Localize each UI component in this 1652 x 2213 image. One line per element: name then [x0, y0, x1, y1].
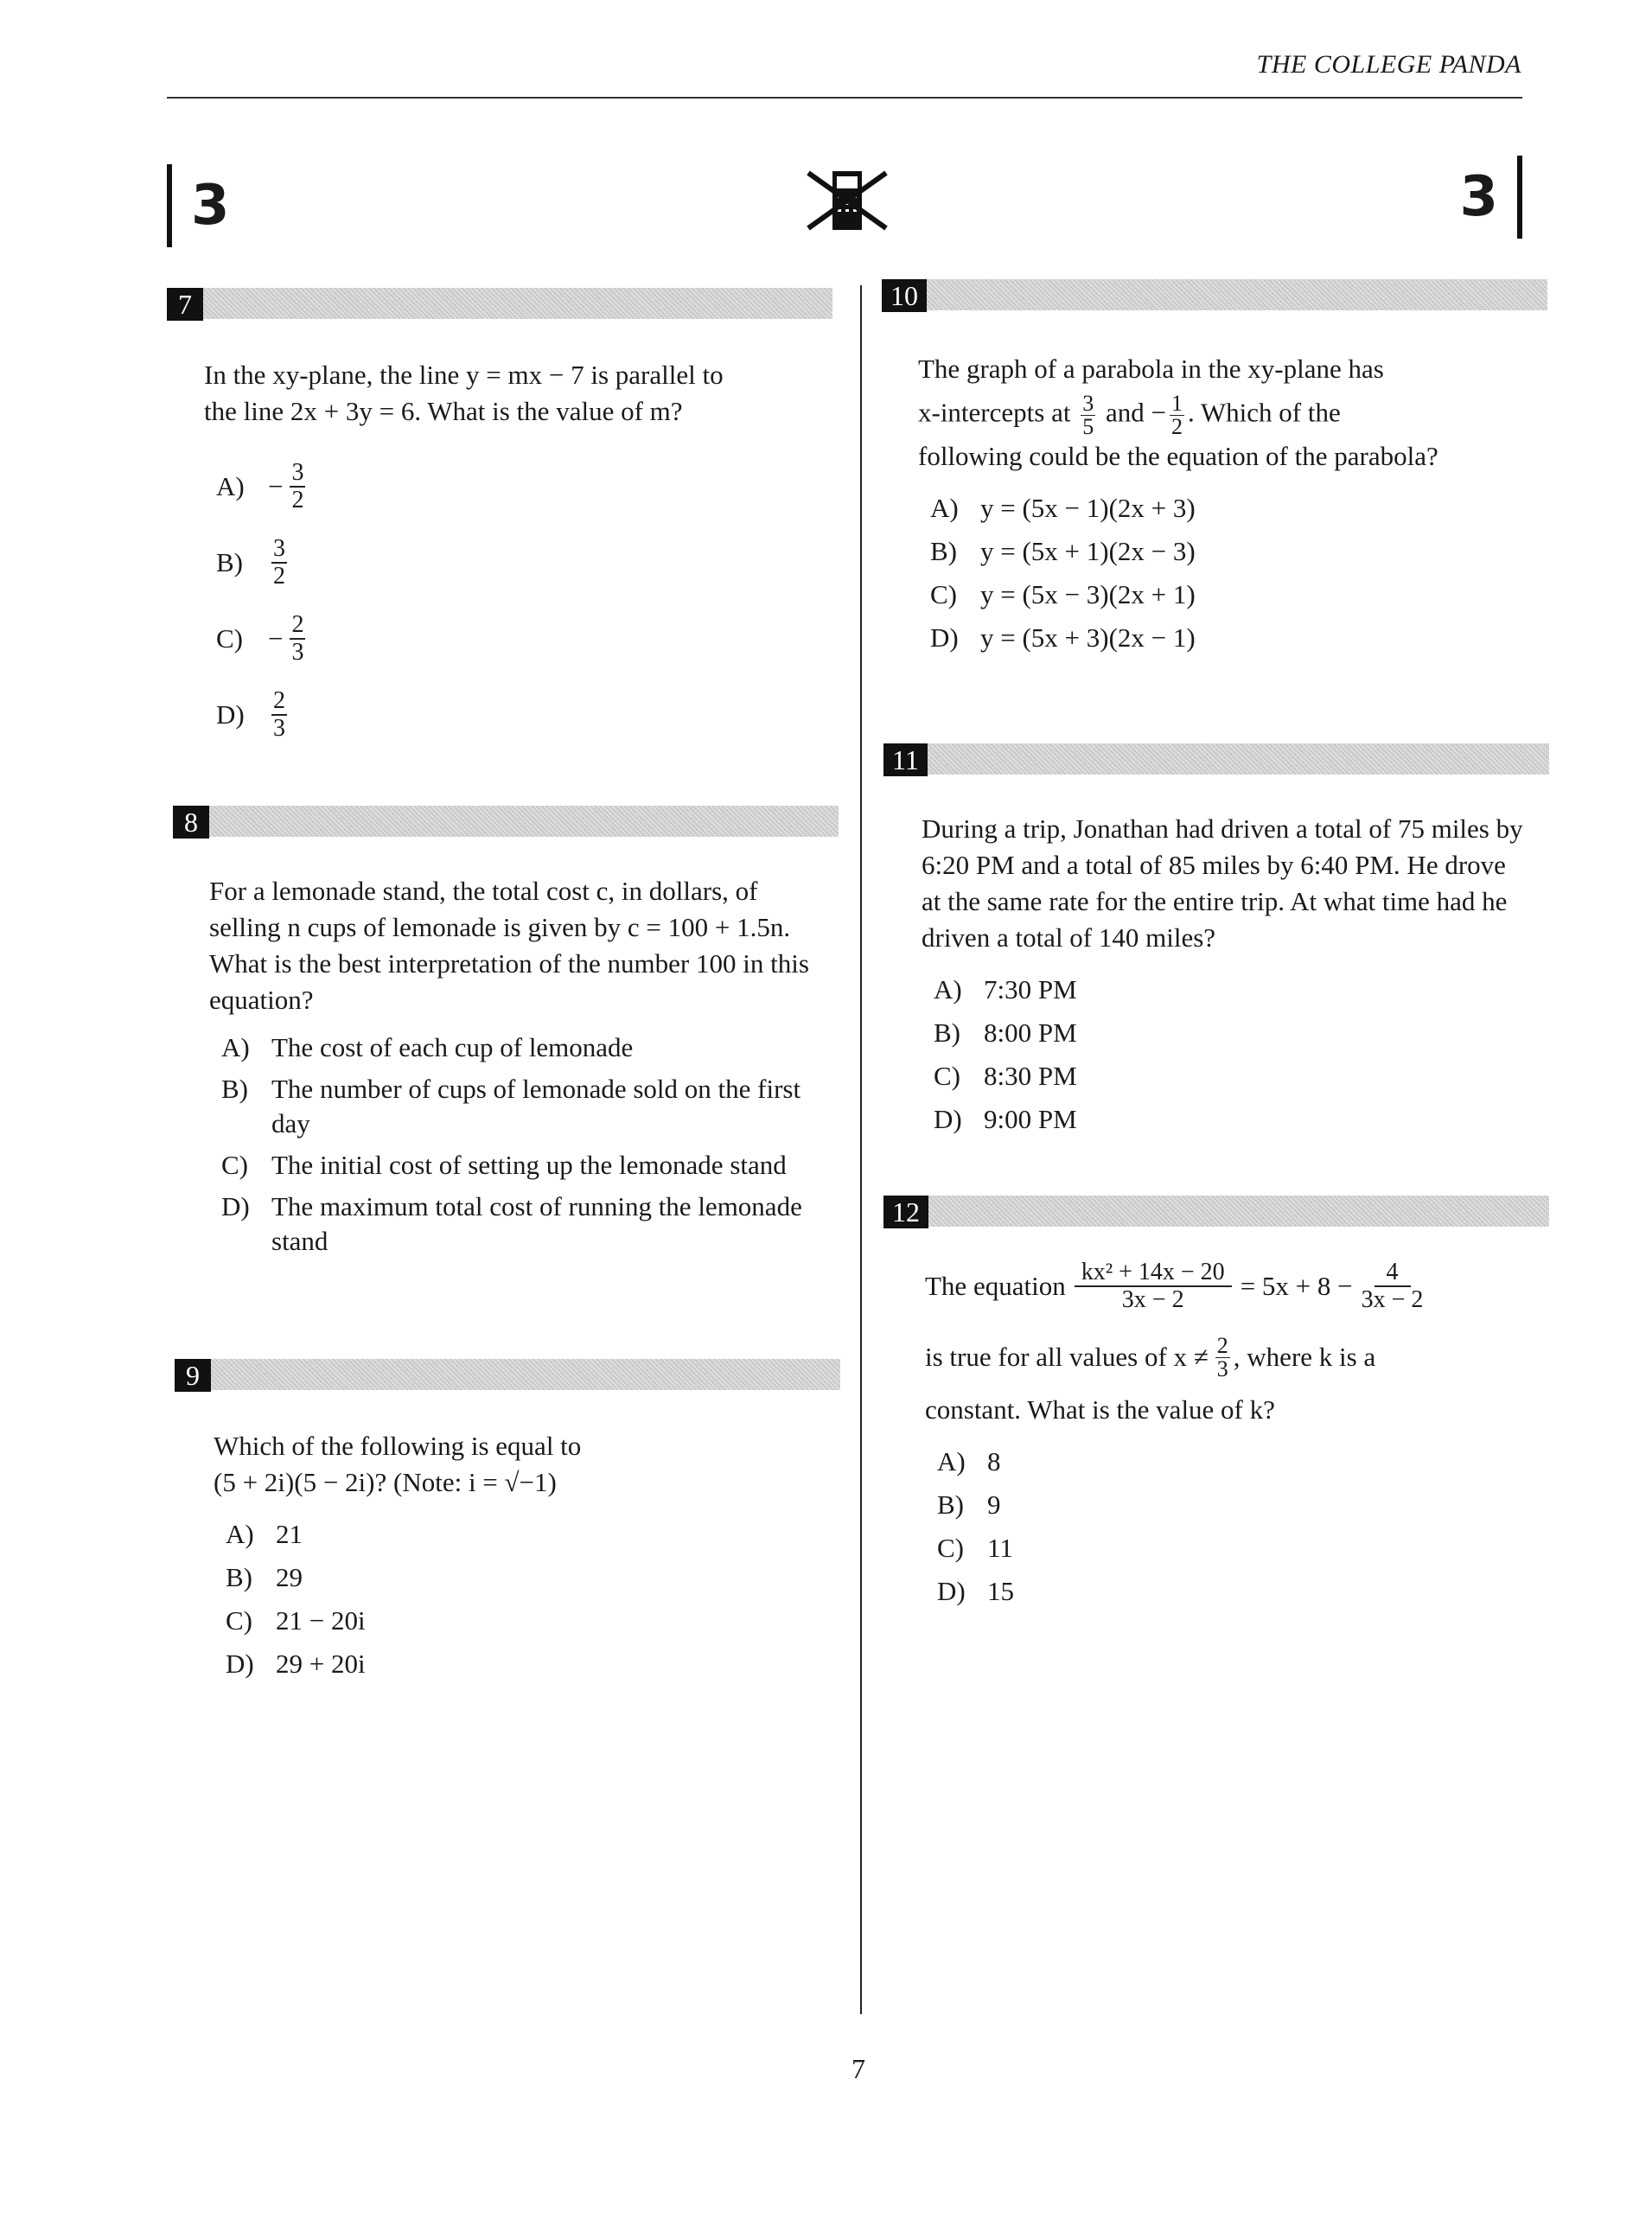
question-10: The graph of a parabola in the xy-plane has x-intercepts at $\frac{3}{5}$ and − $\frac{1}{2}$ . Which of the following could be the equation of the parabola? A) y = (5x − 1)(2x + 3) B) y = (5x + 1)(2x − 3) C) y = (5x − 3)(2x + 1) D) y = (5x + 3)(2x − 1) — [918, 351, 1540, 660]
section-number: 3 — [1459, 165, 1498, 229]
header-band — [927, 279, 1547, 310]
answer-choice-c[interactable]: C) − $\frac{2}{3}$ — [216, 611, 304, 666]
answer-choice-c[interactable]: C) 8:30 PM — [934, 1061, 1077, 1091]
header-band — [209, 806, 839, 837]
question-7-header — [167, 288, 832, 321]
answer-choice-a[interactable]: A) 8 — [937, 1446, 1001, 1476]
column-divider — [860, 285, 862, 2014]
answer-choice-b[interactable]: B) $\frac{3}{2}$ — [216, 535, 285, 590]
running-head: THE COLLEGE PANDA — [1256, 50, 1521, 79]
answer-choice-b[interactable]: B) 8:00 PM — [934, 1017, 1077, 1048]
answer-choice-c[interactable]: C) y = (5x − 3)(2x + 1) — [930, 579, 1196, 609]
answer-choice-c[interactable]: C) The initial cost of setting up the lemonade stand — [221, 1150, 787, 1180]
question-number: 9 — [175, 1359, 211, 1392]
question-stem: For a lemonade stand, the total cost c, in dollars, of selling n cups of lemonade is given by c = 100 + 1.5n. What is the best interpretation of the number 100 in this equation? — [209, 876, 809, 1015]
section-bar — [167, 164, 172, 247]
question-12-header — [883, 1196, 1549, 1228]
section-marker-left — [167, 164, 230, 247]
answer-choice-a[interactable]: A) 21 — [226, 1519, 303, 1549]
question-12: The equation $\frac{\text{kx² + 14x − 20}}{3x - 2}$ = 5x + 8 − $\frac{4}{3x - 2}$ is true for all values of x ≠ $\frac{2}{3}$ , where k is a constant. What is the value of k? A) 8 B) 9 C) 11 D) 15 — [925, 1250, 1547, 1613]
section-number: 3 — [191, 174, 230, 238]
section-bar — [1517, 156, 1522, 239]
answer-choice-b[interactable]: B) 9 — [937, 1489, 1001, 1520]
answer-choice-d[interactable]: D) y = (5x + 3)(2x − 1) — [930, 622, 1196, 653]
question-8-header — [173, 806, 839, 839]
question-number: 8 — [173, 806, 209, 839]
question-stem: following could be the equation of the parabola? — [918, 441, 1438, 471]
header-band — [928, 743, 1549, 775]
no-calculator-icon — [804, 166, 890, 235]
answer-choice-d[interactable]: D) $\frac{2}{3}$ — [216, 687, 285, 742]
answer-choice-a[interactable]: A) y = (5x − 1)(2x + 3) — [930, 493, 1196, 523]
page-number: 7 — [852, 2053, 865, 2084]
answer-choice-d[interactable]: D) 15 — [937, 1576, 1014, 1606]
question-11 — [922, 811, 1527, 1141]
question-8 — [209, 873, 814, 1266]
question-9 — [214, 1428, 819, 1686]
answer-choice-b[interactable]: B) The number of cups of lemonade sold on the first day — [221, 1074, 801, 1138]
question-10-header — [882, 279, 1547, 312]
question-11-header — [883, 743, 1549, 776]
question-stem: the line 2x + 3y = 6. What is the value of m? — [204, 396, 683, 426]
question-7 — [204, 357, 826, 753]
section-marker-right — [1459, 156, 1522, 239]
question-number: 10 — [882, 279, 927, 312]
header-band — [211, 1359, 840, 1390]
answer-choice-d[interactable]: D) 9:00 PM — [934, 1104, 1077, 1134]
answer-choice-a[interactable]: A) 7:30 PM — [934, 974, 1077, 1004]
question-stem: In the xy-plane, the line y = mx − 7 is parallel to — [204, 360, 724, 390]
answer-choice-a[interactable]: A) The cost of each cup of lemonade — [221, 1032, 634, 1062]
answer-choice-d[interactable]: D) The maximum total cost of running the lemonade stand — [221, 1191, 802, 1256]
answer-choice-d[interactable]: D) 29 + 20i — [226, 1649, 366, 1679]
question-9-header — [175, 1359, 840, 1392]
question-stem: Which of the following is equal to — [214, 1431, 582, 1461]
question-stem: The graph of a parabola in the xy-plane has — [918, 354, 1384, 384]
answer-choice-c[interactable]: C) 11 — [937, 1533, 1013, 1563]
answer-choice-c[interactable]: C) 21 − 20i — [226, 1605, 366, 1636]
header-band — [203, 288, 832, 319]
answer-choice-b[interactable]: B) 29 — [226, 1562, 303, 1592]
answer-choice-a[interactable]: A) − $\frac{3}{2}$ — [216, 459, 304, 513]
question-number: 12 — [883, 1196, 928, 1228]
question-stem: (5 + 2i)(5 − 2i)? (Note: i = √−1) — [214, 1467, 557, 1497]
header-band — [928, 1196, 1549, 1227]
question-number: 7 — [167, 288, 203, 321]
question-stem: constant. What is the value of k? — [925, 1394, 1275, 1425]
answer-choice-b[interactable]: B) y = (5x + 1)(2x − 3) — [930, 536, 1196, 566]
question-stem: During a trip, Jonathan had driven a total of 75 miles by 6:20 PM and a total of 85 miles by 6:40 PM. He drove at the same rate for the entire trip. At what time had he driven a total of 140 miles? — [922, 813, 1523, 953]
header-rule — [167, 97, 1522, 99]
question-number: 11 — [883, 743, 928, 776]
